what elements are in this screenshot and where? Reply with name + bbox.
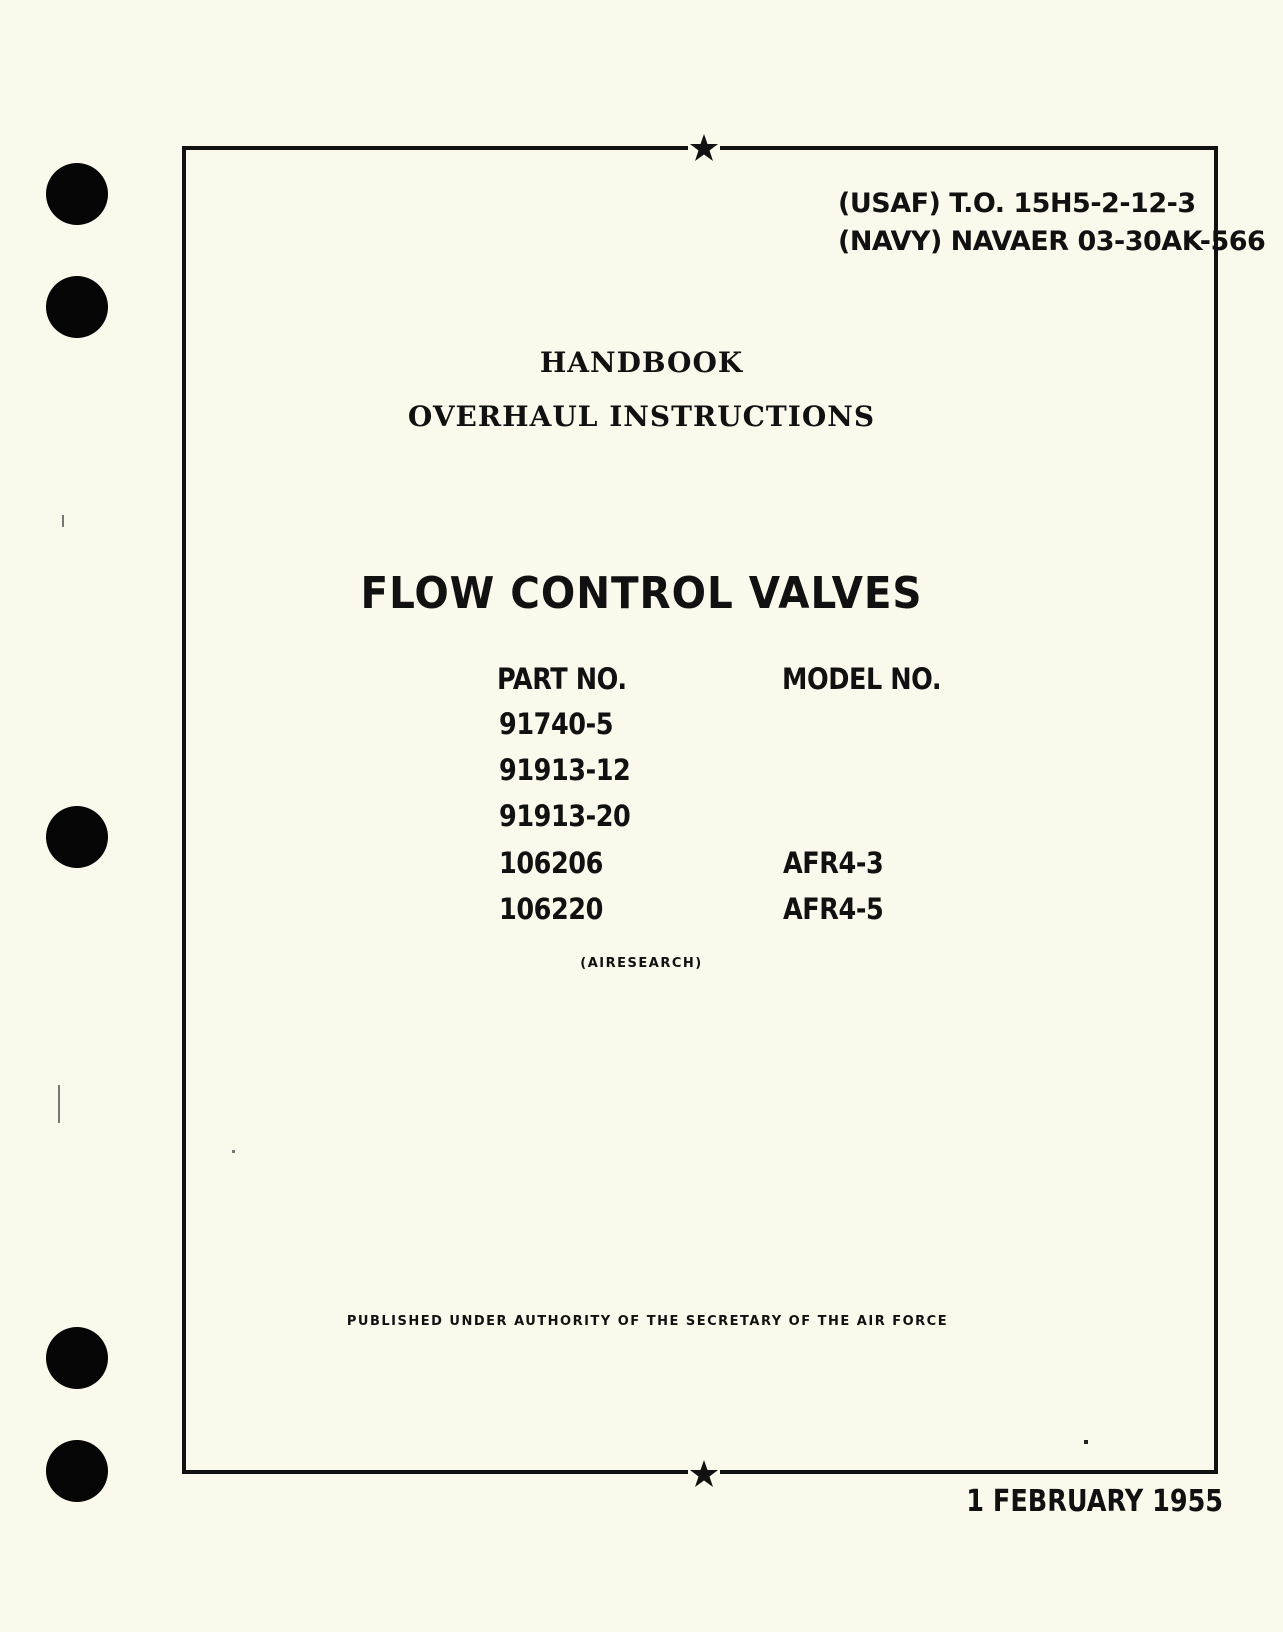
authority-statement: PUBLISHED UNDER AUTHORITY OF THE SECRETARY OF THE AIR FORCE [346, 1314, 949, 1329]
binder-hole-3 [46, 806, 108, 868]
navy-navaer-number: (NAVY) NAVAER 03-30AK-566 [838, 226, 1266, 257]
overhaul-instructions-heading: OVERHAUL INSTRUCTIONS [407, 400, 876, 433]
binder-hole-2 [46, 276, 108, 338]
part-no-cell: 91913-20 [499, 799, 631, 833]
document-main-title: FLOW CONTROL VALVES [360, 568, 923, 619]
model-no-cell: AFR4-5 [783, 892, 884, 926]
bottom-star-icon [688, 1458, 720, 1490]
part-no-cell: 106206 [499, 846, 603, 880]
margin-speck [62, 515, 64, 527]
part-no-cell: 106220 [499, 892, 603, 926]
model-no-cell: AFR4-3 [783, 846, 884, 880]
binder-hole-4 [46, 1327, 108, 1389]
usaf-technical-order-number: (USAF) T.O. 15H5-2-12-3 [838, 188, 1196, 219]
top-star-icon [688, 132, 720, 164]
part-no-cell: 91913-12 [499, 753, 631, 787]
binder-hole-1 [46, 163, 108, 225]
part-no-cell: 91740-5 [499, 707, 614, 741]
model-no-header: MODEL NO. [782, 662, 942, 696]
binder-hole-5 [46, 1440, 108, 1502]
publication-date: 1 FEBRUARY 1955 [966, 1484, 1223, 1519]
part-no-header: PART NO. [497, 662, 627, 696]
handbook-heading: HANDBOOK [539, 346, 744, 379]
manufacturer-label: (AIRESEARCH) [580, 956, 703, 971]
margin-speck [58, 1085, 60, 1123]
